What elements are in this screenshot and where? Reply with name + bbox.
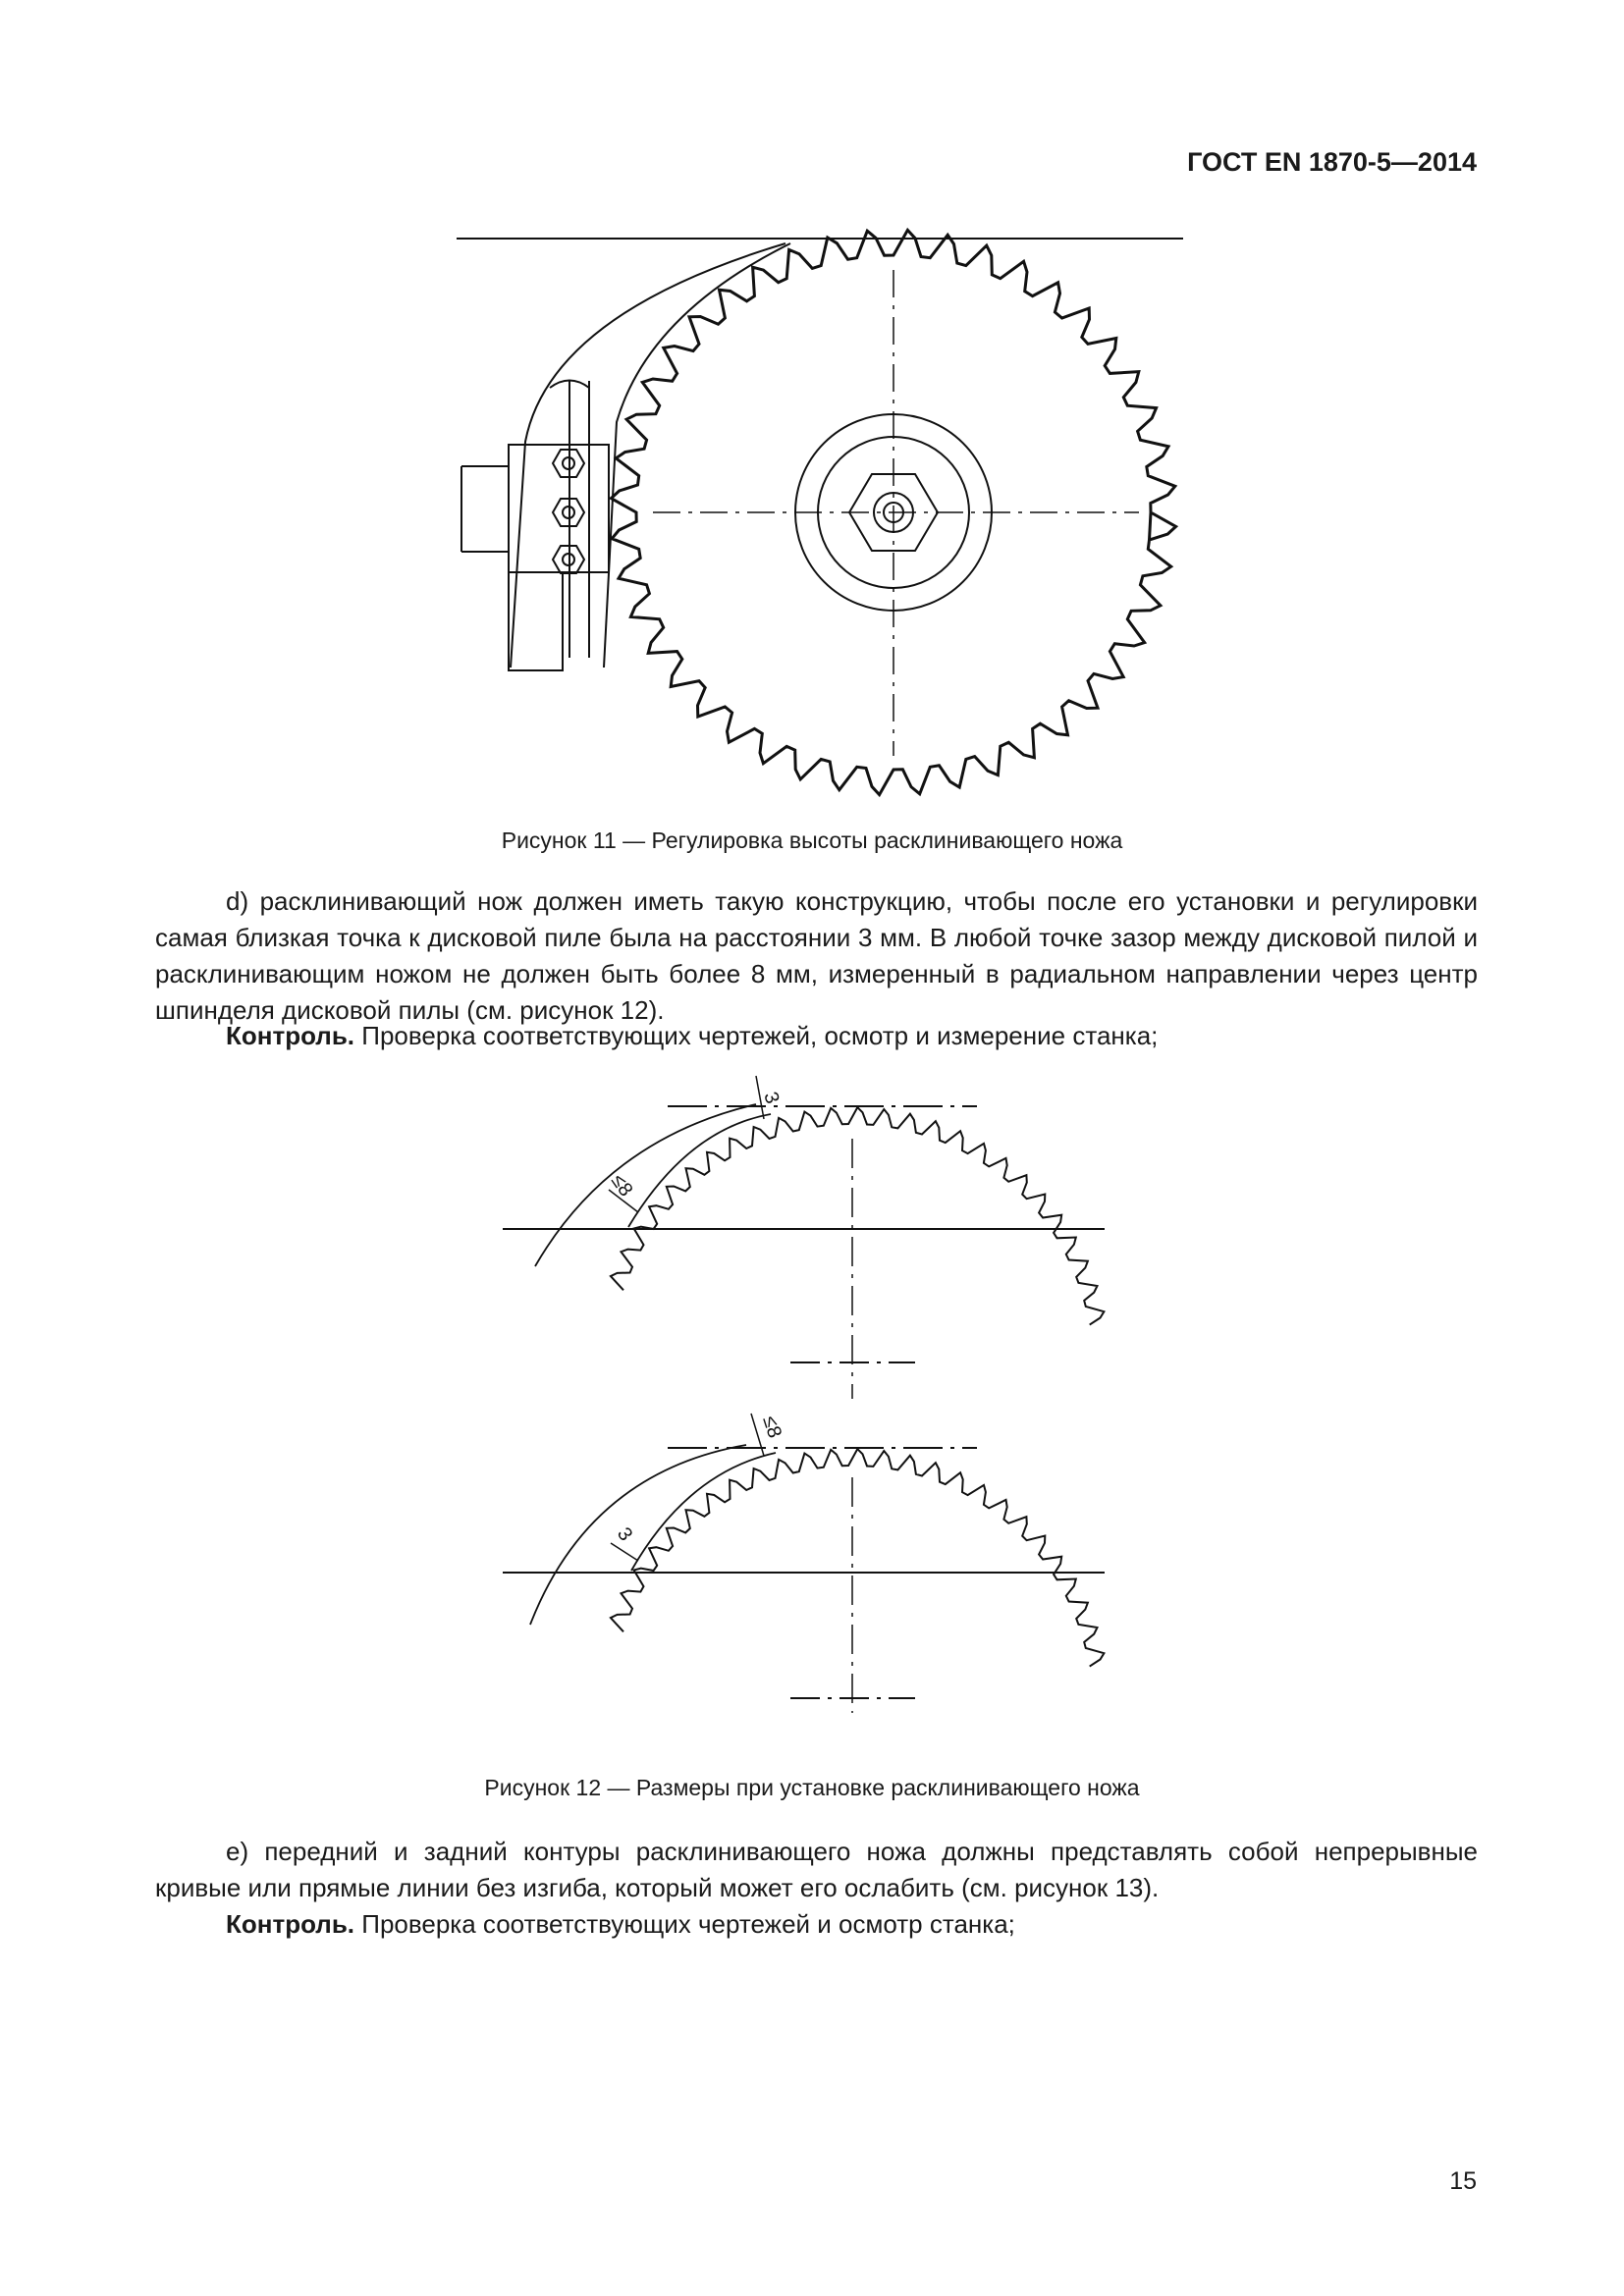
fig12-top-dim-8: ≤8: [606, 1170, 637, 1201]
figure-12-caption: Рисунок 12 — Размеры при установке расклинивающего ножа: [484, 1775, 1140, 1800]
figure-11-caption: Рисунок 11 — Регулировка высоты расклинивающего ножа: [501, 828, 1123, 853]
fig12-bottom-dim-3: 3: [612, 1523, 637, 1545]
figure-12-riving-knife-dimensions: [491, 1070, 1129, 1747]
control-e-text: Проверка соответствующих чертежей и осмотр станка;: [354, 1909, 1015, 1939]
control-d: [155, 1018, 1478, 1054]
document-header: ГОСТ EN 1870-5—2014: [1187, 147, 1477, 177]
control-e-label: Контроль.: [226, 1909, 355, 1939]
control-e: [155, 1906, 1478, 1943]
fig12-top-dim-3: 3: [759, 1089, 784, 1107]
figure-11-saw-blade-drawing: [432, 221, 1208, 800]
control-d-label: Контроль.: [226, 1021, 355, 1050]
page-number: 15: [1449, 2167, 1477, 2195]
control-d-text: Проверка соответствующих чертежей, осмотр и измерение станка;: [354, 1021, 1159, 1050]
paragraph-e: е) передний и задний контуры расклинивающего ножа должны представлять собой непрерывные кривые или прямые линии без изгиба, который может его ослабить (см. рисунок 13).: [155, 1837, 1478, 1902]
fig12-bottom-dim-8: ≤8: [758, 1413, 786, 1441]
paragraph-d: d) расклинивающий нож должен иметь такую конструкцию, чтобы после его установки и регулировки самая близкая точка к дисковой пиле была на расстоянии 3 мм. В любой точке зазор между дисковой пилой и расклинивающим ножом не должен быть более 8 мм, измеренный в радиальном направлении через центр шпинделя дисковой пилы (см. рисунок 12).: [155, 886, 1478, 1025]
